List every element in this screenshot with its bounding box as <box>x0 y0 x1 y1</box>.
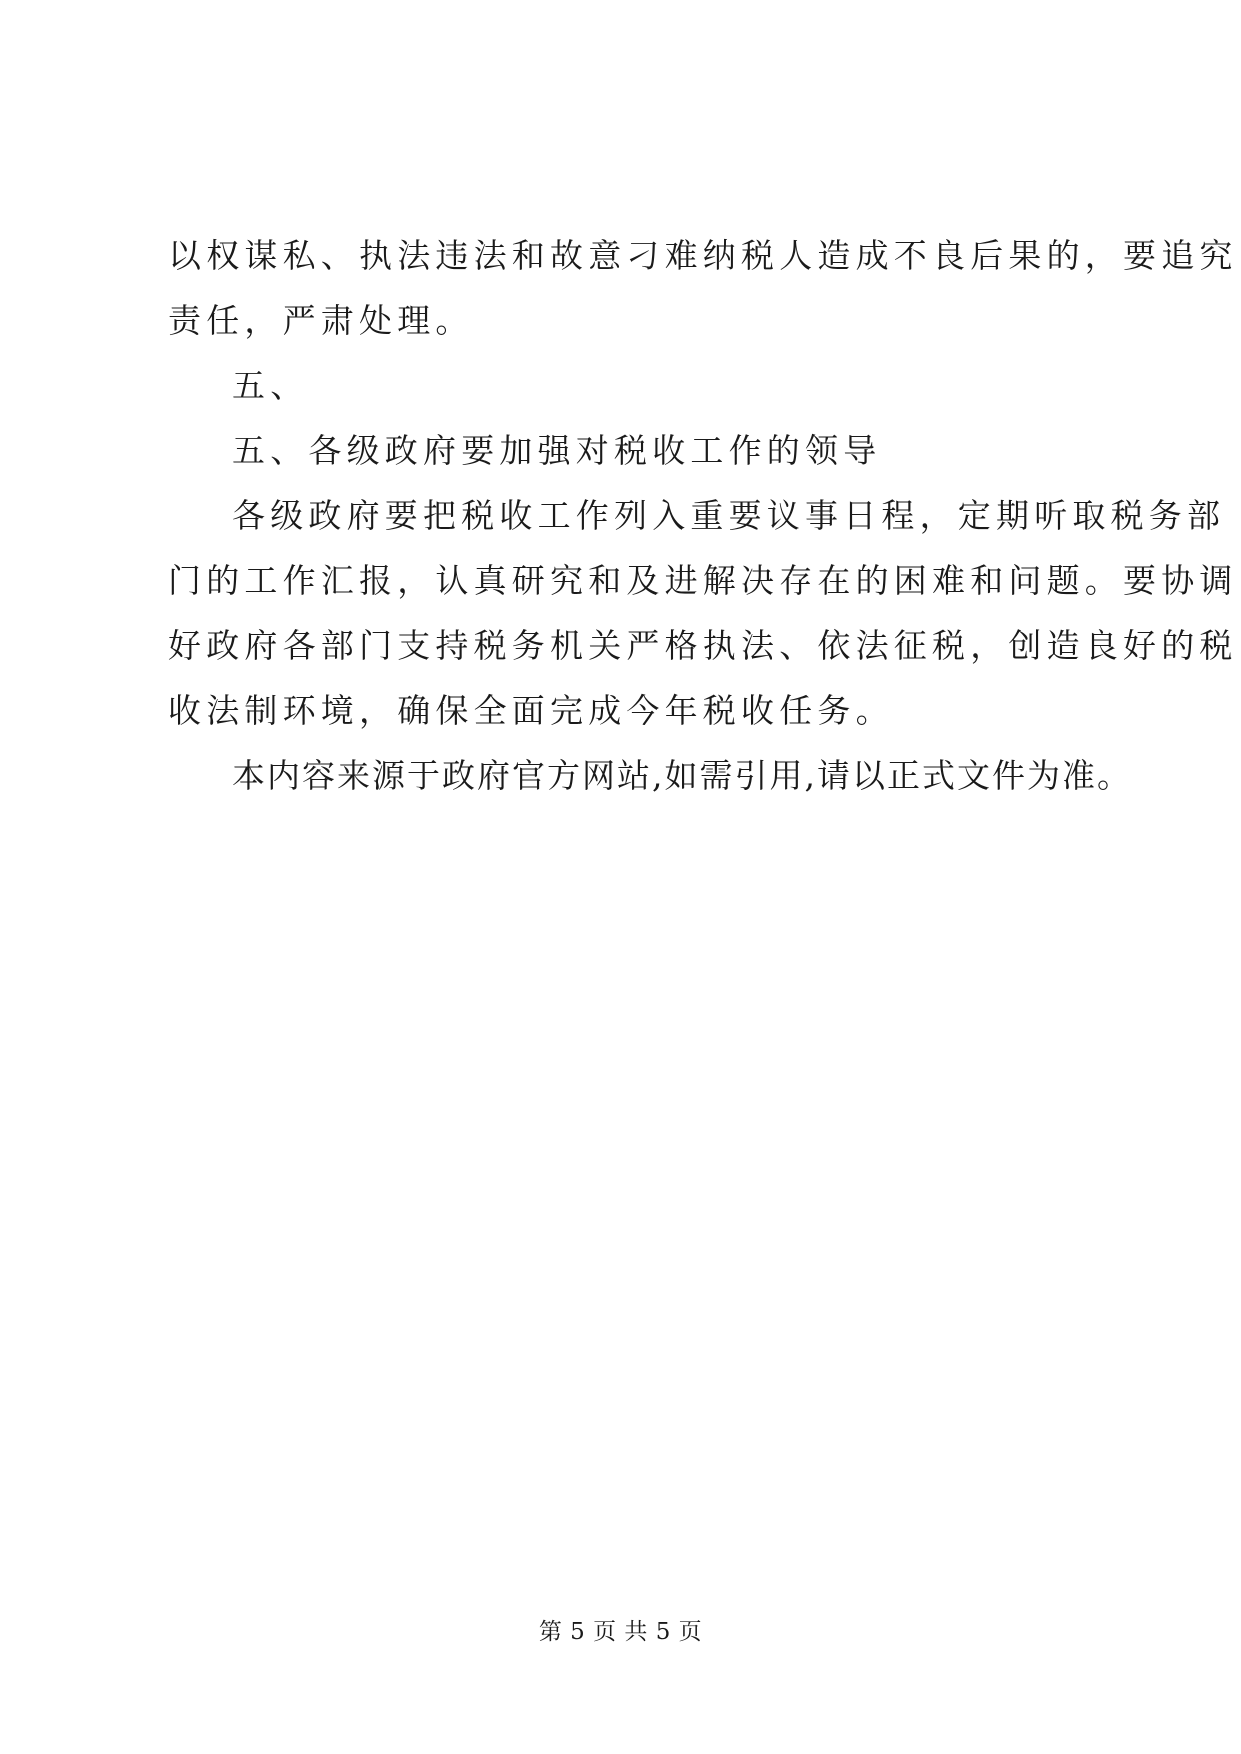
body-line-6: 收法制环境，确保全面完成今年税收任务。 <box>168 691 894 730</box>
body-line-1: 以权谋私、执法违法和故意刁难纳税人造成不良后果的，要追究 <box>168 236 1238 275</box>
body-line-3: 各级政府要把税收工作列入重要议事日程，定期听取税务部 <box>232 496 1226 535</box>
source-note: 本内容来源于政府官方网站,如需引用,请以正式文件为准。 <box>232 756 1132 795</box>
section-heading-short: 五、 <box>232 366 309 405</box>
body-line-2: 责任，严肃处理。 <box>168 301 474 340</box>
body-line-5: 好政府各部门支持税务机关严格执法、依法征税，创造良好的税 <box>168 626 1238 665</box>
section-heading: 五、各级政府要加强对税收工作的领导 <box>232 431 882 470</box>
page-number-footer: 第 5 页 共 5 页 <box>538 1619 703 1645</box>
body-line-4: 门的工作汇报，认真研究和及进解决存在的困难和问题。要协调 <box>168 561 1238 600</box>
